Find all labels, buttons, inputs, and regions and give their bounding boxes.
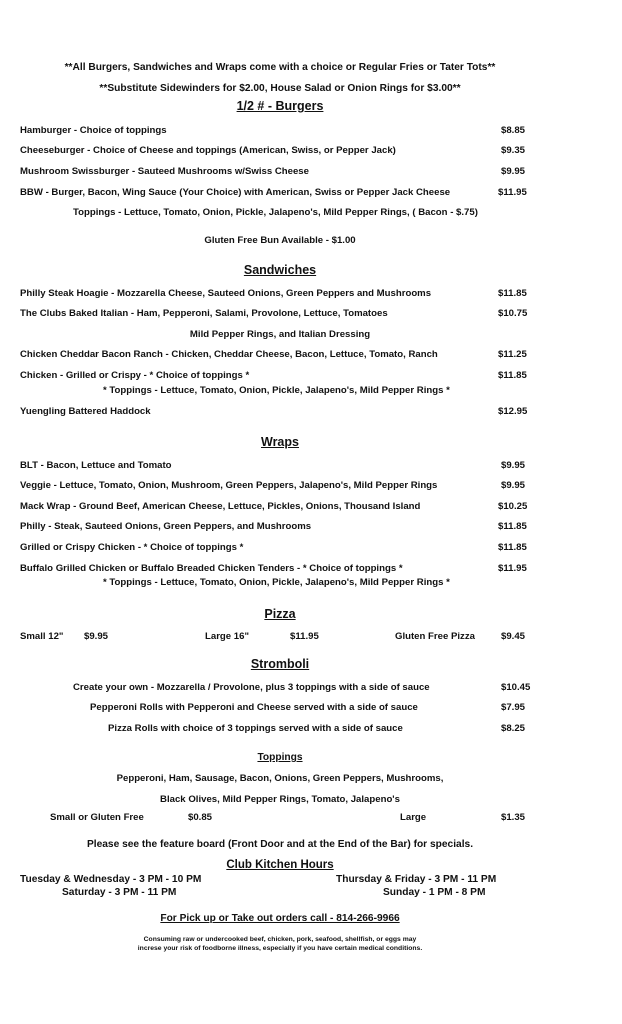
menu-item-price: $10.45 [501, 682, 531, 693]
menu-item: BLT - Bacon, Lettuce and Tomato [20, 460, 172, 471]
menu-item-price: $11.85 [498, 370, 527, 381]
menu-item: Grilled or Crispy Chicken - * Choice of toppings * [20, 542, 244, 553]
menu-item-price: $9.95 [501, 480, 526, 491]
menu-item: Mushroom Swissburger - Sauteed Mushrooms w/Swiss Cheese [20, 166, 309, 177]
menu-item: Hamburger - Choice of toppings [20, 125, 167, 136]
menu-item-price: $8.85 [501, 125, 526, 136]
hours-sun: Sunday - 1 PM - 8 PM [383, 887, 486, 898]
menu-item: Buffalo Grilled Chicken or Buffalo Breaded Chicken Tenders - * Choice of toppings * [20, 563, 403, 574]
menu-item-price: $10.75 [498, 308, 528, 319]
menu-item-price: $11.85 [498, 521, 527, 532]
pizza-small-price: $9.95 [84, 631, 109, 642]
toppings-small-price: $0.85 [188, 812, 213, 823]
menu-item: BBW - Burger, Bacon, Wing Sauce (Your Choice) with American, Swiss or Pepper Jack Cheese [20, 187, 451, 198]
menu-item-price: $11.85 [498, 288, 527, 299]
stromboli-heading: Stromboli [250, 657, 310, 671]
feature-board-note: Please see the feature board (Front Door and at the End of the Bar) for specials. [86, 839, 474, 850]
note-fries: **All Burgers, Sandwiches and Wraps come with a choice or Regular Fries or Tater Tots** [64, 62, 496, 73]
burgers-heading: 1/2 # - Burgers [236, 99, 324, 113]
menu-item: Veggie - Lettuce, Tomato, Onion, Mushroom, Green Peppers, Jalapeno's, Mild Pepper Rings [20, 480, 438, 491]
pizza-small-label: Small 12" [20, 631, 64, 642]
menu-item: Cheeseburger - Choice of Cheese and toppings (American, Swiss, or Pepper Jack) [20, 145, 396, 156]
menu-item: Mack Wrap - Ground Beef, American Cheese, Lettuce, Pickles, Onions, Thousand Island [20, 501, 421, 512]
kitchen-hours-heading: Club Kitchen Hours [226, 859, 334, 871]
menu-item-price: $10.25 [498, 501, 528, 512]
toppings-large-price: $1.35 [501, 812, 526, 823]
burger-toppings: Toppings - Lettuce, Tomato, Onion, Pickle, Jalapeno's, Mild Pepper Rings, ( Bacon - $.75) [73, 207, 478, 218]
toppings-large-label: Large [400, 812, 427, 823]
menu-item: Create your own - Mozzarella / Provolone, plus 3 toppings with a side of sauce [73, 682, 430, 693]
pizza-gluten-free-price: $9.45 [501, 631, 526, 642]
menu-item: Philly - Steak, Sauteed Onions, Green Peppers, and Mushrooms [20, 521, 312, 532]
toppings-small-label: Small or Gluten Free [50, 812, 144, 823]
menu-item-price: $11.85 [498, 542, 527, 553]
pizza-gluten-free-label: Gluten Free Pizza [395, 631, 475, 642]
note-substitute: **Substitute Sidewinders for $2.00, House Salad or Onion Rings for $3.00** [99, 83, 461, 94]
wrap-toppings: * Toppings - Lettuce, Tomato, Onion, Pickle, Jalapeno's, Mild Pepper Rings * [103, 577, 450, 588]
menu-item: Yuengling Battered Haddock [20, 406, 151, 417]
menu-item: Chicken Cheddar Bacon Ranch - Chicken, Cheddar Cheese, Bacon, Lettuce, Tomato, Ranch [20, 349, 438, 360]
pizza-large-price: $11.95 [290, 631, 319, 642]
menu-item: The Clubs Baked Italian - Ham, Pepperoni, Salami, Provolone, Lettuce, Tomatoes [20, 308, 388, 319]
menu-item-price: $12.95 [498, 406, 528, 417]
menu-item: Pepperoni Rolls with Pepperoni and Cheese served with a side of sauce [90, 702, 418, 713]
chicken-toppings: * Toppings - Lettuce, Tomato, Onion, Pickle, Jalapeno's, Mild Pepper Rings * [103, 385, 450, 396]
hours-tue-wed: Tuesday & Wednesday - 3 PM - 10 PM [20, 874, 202, 885]
disclaimer-line-1: Consuming raw or undercooked beef, chicken, pork, seafood, shellfish, or eggs may [143, 936, 417, 943]
hours-thu-fri: Thursday & Friday - 3 PM - 11 PM [336, 874, 497, 885]
pizza-large-label: Large 16" [205, 631, 250, 642]
italian-continued: Mild Pepper Rings, and Italian Dressing [189, 329, 371, 340]
gluten-free-bun: Gluten Free Bun Available - $1.00 [204, 235, 356, 246]
menu-item-price: $8.25 [501, 723, 526, 734]
menu-item: Chicken - Grilled or Crispy - * Choice of toppings * [20, 370, 250, 381]
sandwiches-heading: Sandwiches [243, 263, 317, 277]
toppings-line-1: Pepperoni, Ham, Sausage, Bacon, Onions, Green Peppers, Mushrooms, [116, 773, 444, 784]
pizza-heading: Pizza [264, 607, 296, 621]
pickup-phone: For Pick up or Take out orders call - 814-266-9966 [160, 913, 400, 924]
menu-item: Philly Steak Hoagie - Mozzarella Cheese, Sauteed Onions, Green Peppers and Mushrooms [20, 288, 432, 299]
toppings-line-2: Black Olives, Mild Pepper Rings, Tomato, Jalapeno's [160, 794, 400, 805]
disclaimer-line-2: increse your risk of foodborne illness, especially if you have certain medical conditions. [137, 945, 423, 952]
menu-item-price: $9.35 [501, 145, 526, 156]
menu-item-price: $11.95 [498, 563, 527, 574]
toppings-heading: Toppings [257, 752, 303, 763]
wraps-heading: Wraps [261, 435, 299, 449]
menu-item: Pizza Rolls with choice of 3 toppings served with a side of sauce [108, 723, 403, 734]
menu-item-price: $9.95 [501, 166, 526, 177]
menu-item-price: $7.95 [501, 702, 526, 713]
hours-sat: Saturday - 3 PM - 11 PM [62, 887, 177, 898]
menu-item-price: $9.95 [501, 460, 526, 471]
menu-item-price: $11.95 [498, 187, 527, 198]
menu-item-price: $11.25 [498, 349, 527, 360]
